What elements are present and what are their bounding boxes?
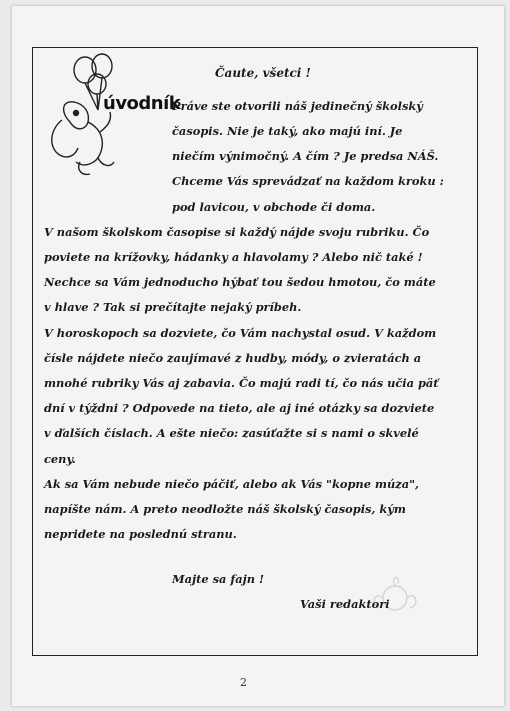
text-line: Ak sa Vám nebude niečo páčiť, alebo ak Vás "kopne múza", [44,477,419,491]
section-title: úvodník [103,93,181,114]
text-line: Nechce sa Vám jednoducho hýbať tou šedou hmotou, čo máte [44,275,436,289]
text-line: dní v týždni ? Odpovede na tieto, ale aj iné otázky sa dozviete [44,401,435,415]
text-line: Chceme Vás sprevádzať na každom kroku : [172,174,444,188]
text-line: čísle nájdete niečo zaujímavé z hudby, módy, o zvieratách a [44,351,422,365]
text-line: mnohé rubriky Vás aj zabavia. Čo majú radi tí, čo nás učia päť [44,376,439,390]
page-number: 2 [240,676,247,689]
faint-doodle-decoration [360,570,430,625]
signature: Vaši redaktori [300,597,390,611]
text-line: pod lavicou, v obchode či doma. [172,200,376,214]
text-line: Práve ste otvorili náš jedinečný školský [172,99,423,113]
text-line: V našom školskom časopise si každý nájde svoju rubriku. Čo [44,225,430,239]
text-line: časopis. Nie je taký, ako majú iní. Je [172,124,403,138]
text-line: V horoskopoch sa dozviete, čo Vám nachystal osud. V každom [44,326,437,340]
text-line: v hlave ? Tak si prečítajte nejaký príbeh. [44,300,302,314]
text-line: poviete na krížovky, hádanky a hlavolamy ? Alebo nič také ! [44,250,423,264]
closing-line: Majte sa fajn ! [172,572,264,586]
greeting: Čaute, všetci ! [215,66,311,80]
text-line: napíšte nám. A preto neodložte náš školský časopis, kým [44,502,406,516]
mascot-illustration [40,50,150,180]
text-line: niečím výnimočný. A čím ? Je predsa NÁŠ. [172,149,439,163]
text-line: ceny. [44,452,76,466]
text-line: v ďalších číslach. A ešte niečo: zasúťažte si s nami o skvelé [44,426,419,440]
text-line: nepridete na poslednú stranu. [44,527,237,541]
